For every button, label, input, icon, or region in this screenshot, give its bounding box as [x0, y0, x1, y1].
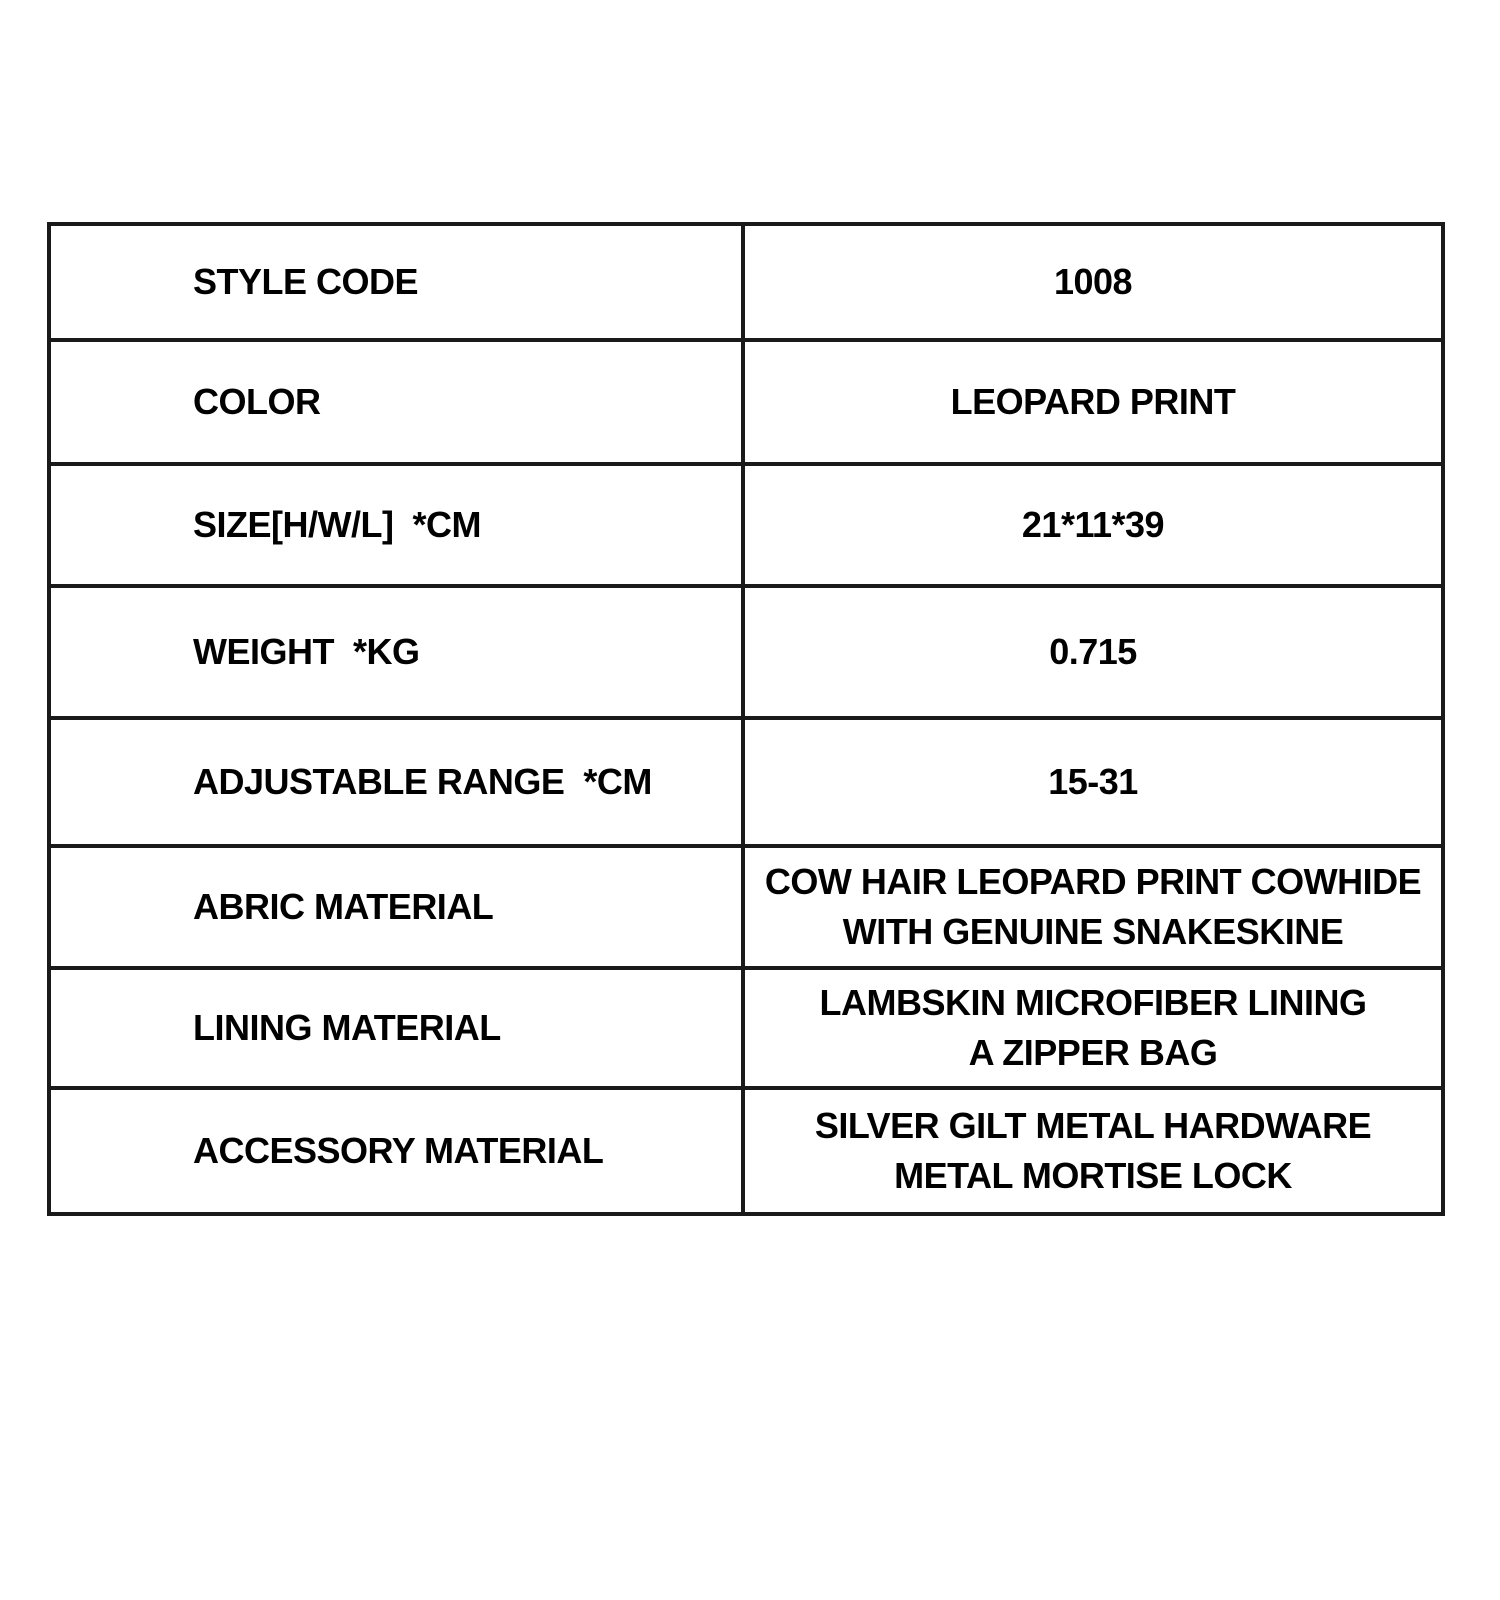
- spec-label: [49, 718, 743, 846]
- spec-value-line: 1008: [1053, 261, 1133, 302]
- spec-label: LINING MATERIAL: [49, 968, 743, 1088]
- spec-value-line: 21*11*39: [1021, 504, 1165, 545]
- spec-value: [743, 846, 1443, 968]
- table-row: [49, 846, 1443, 968]
- spec-value: [743, 464, 1443, 586]
- spec-value: [743, 586, 1443, 718]
- product-spec-table: [47, 222, 1445, 1216]
- spec-value-line: SILVER GILT METAL HARDWARE: [814, 1105, 1372, 1146]
- spec-label-text: SIZE[H/W/L] *CM: [193, 504, 481, 545]
- table-row: [49, 586, 1443, 718]
- table-row: [49, 718, 1443, 846]
- spec-value: [743, 340, 1443, 464]
- spec-value-line: 0.715: [1049, 631, 1137, 672]
- spec-label: [49, 464, 743, 586]
- spec-label: STYLE CODE: [49, 224, 743, 340]
- spec-label: [49, 586, 743, 718]
- spec-label: ACCESSORY MATERIAL: [49, 1088, 743, 1214]
- spec-value-line: LAMBSKIN MICROFIBER LINING: [819, 982, 1367, 1023]
- table-row: [49, 1088, 1443, 1214]
- spec-value-line: METAL MORTISE LOCK: [894, 1155, 1292, 1196]
- spec-value: [743, 968, 1443, 1088]
- spec-value-line: LEOPARD PRINT: [950, 381, 1236, 422]
- spec-value-line: WITH GENUINE SNAKESKINE: [842, 911, 1344, 952]
- spec-value-line: 15-31: [1048, 761, 1138, 802]
- table-row: [49, 968, 1443, 1088]
- spec-value: [743, 1088, 1443, 1214]
- spec-value-line: COW HAIR LEOPARD PRINT COWHIDE: [764, 861, 1422, 902]
- spec-value: [743, 224, 1443, 340]
- table-row: [49, 464, 1443, 586]
- spec-label: COLOR: [49, 340, 743, 464]
- spec-value: [743, 718, 1443, 846]
- table-row: [49, 224, 1443, 340]
- table-row: [49, 340, 1443, 464]
- spec-value-line: A ZIPPER BAG: [968, 1032, 1218, 1073]
- spec-label-text: WEIGHT *KG: [193, 631, 420, 672]
- spec-label: ABRIC MATERIAL: [49, 846, 743, 968]
- spec-label-text: ADJUSTABLE RANGE *CM: [193, 761, 652, 802]
